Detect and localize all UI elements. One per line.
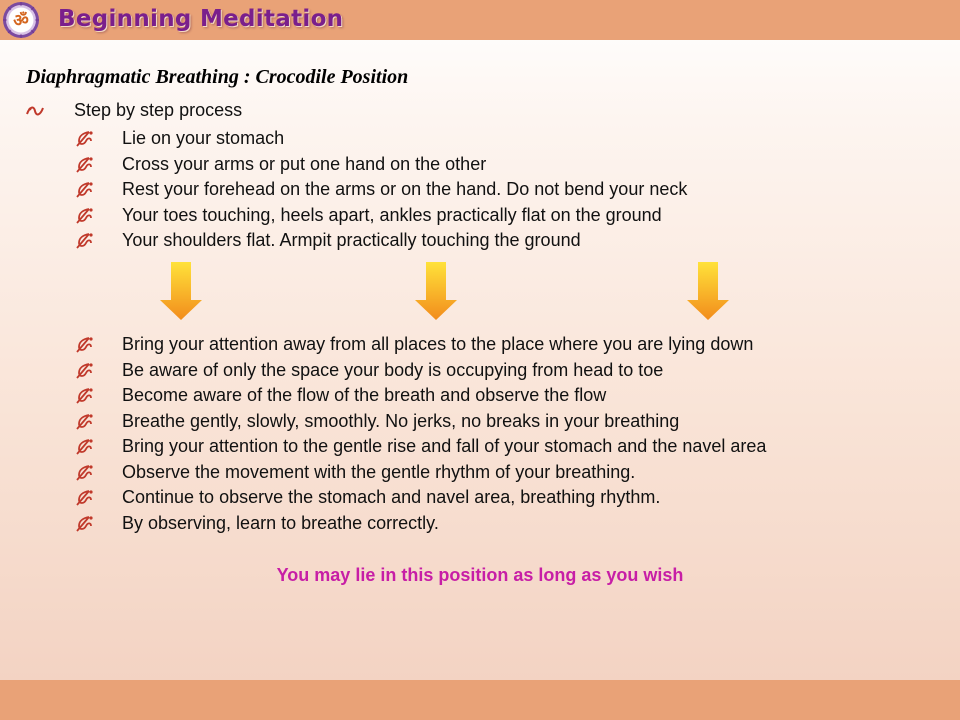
step-item [74, 411, 934, 433]
step-item [74, 436, 934, 458]
wingding-swirl-icon [74, 489, 94, 507]
step-item [74, 360, 934, 382]
wingding-swirl-icon [74, 181, 94, 199]
step-text: Rest your forehead on the arms or on the hand. Do not bend your neck [122, 179, 688, 199]
wingding-flourish-icon [26, 103, 44, 119]
down-arrow-icon [160, 262, 202, 320]
wingding-swirl-icon [74, 413, 94, 431]
down-arrow-icon [687, 262, 729, 320]
wingding-swirl-icon [74, 464, 94, 482]
slide-subtitle: Diaphragmatic Breathing : Crocodile Position [26, 66, 409, 88]
step-text: Continue to observe the stomach and navel area, breathing rhythm. [122, 487, 661, 507]
wingding-swirl-icon [74, 438, 94, 456]
wingding-swirl-icon [74, 130, 94, 148]
step-text: Observe the movement with the gentle rhythm of your breathing. [122, 461, 636, 482]
wingding-swirl-icon [74, 207, 94, 225]
step-item [74, 205, 934, 227]
down-arrow-icon [415, 262, 457, 320]
step-item [74, 154, 934, 176]
om-icon [2, 1, 40, 39]
closing-note: You may lie in this position as long as you wish [276, 565, 684, 585]
step-item [74, 128, 934, 150]
step-text: Become aware of the flow of the breath and observe the flow [122, 385, 607, 405]
lead-item-text: Step by step process [74, 100, 243, 120]
step-item [74, 462, 934, 484]
wingding-swirl-icon [74, 156, 94, 174]
step-text: Be aware of only the space your body is occupying from head to toe [122, 359, 664, 380]
step-text: Bring your attention to the gentle rise and fall of your stomach and the navel area [122, 436, 767, 456]
lead-item [26, 100, 426, 122]
page-title: Beginning Meditation [58, 6, 344, 32]
step-item [74, 230, 934, 252]
step-text: Your toes touching, heels apart, ankles practically flat on the ground [122, 204, 662, 225]
wingding-swirl-icon [74, 362, 94, 380]
step-item [74, 179, 934, 201]
step-text: Cross your arms or put one hand on the other [122, 153, 487, 174]
wingding-swirl-icon [74, 232, 94, 250]
footer-bar [0, 680, 960, 720]
step-item [74, 385, 934, 407]
step-item [74, 513, 934, 535]
step-text: By observing, learn to breathe correctly. [122, 512, 439, 533]
step-text: Lie on your stomach [122, 128, 285, 148]
wingding-swirl-icon [74, 387, 94, 405]
step-text: Your shoulders flat. Armpit practically touching the ground [122, 230, 581, 250]
wingding-swirl-icon [74, 515, 94, 533]
step-text: Bring your attention away from all places to the place where you are lying down [122, 334, 754, 354]
wingding-swirl-icon [74, 336, 94, 354]
svg-text:ॐ: ॐ [13, 11, 29, 31]
step-item [74, 334, 934, 356]
step-text: Breathe gently, slowly, smoothly. No jerks, no breaks in your breathing [122, 410, 680, 431]
step-item [74, 487, 934, 509]
header-bar [0, 0, 960, 40]
